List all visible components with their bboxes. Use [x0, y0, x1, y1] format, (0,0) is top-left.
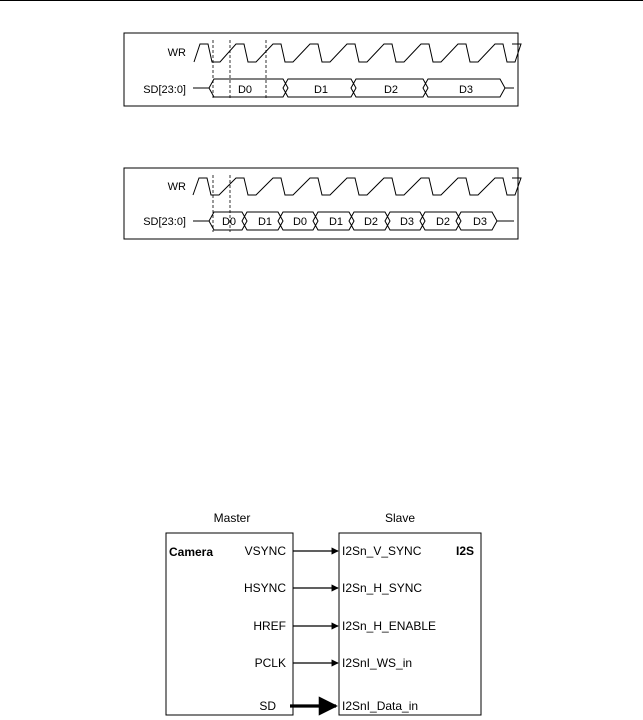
signal-arrows	[290, 551, 338, 706]
sd-bus	[193, 212, 514, 230]
wr-label: WR	[167, 181, 186, 193]
sd-label: SD[23:0]	[143, 216, 186, 228]
wr-waveform	[193, 178, 521, 195]
master-title: Master	[213, 511, 251, 525]
data-word-label: D0	[221, 216, 237, 228]
data-word-label: D0	[292, 216, 308, 228]
master-signal-label: VSYNC	[244, 544, 286, 558]
master-signal-label: HSYNC	[243, 581, 286, 595]
data-word-label: D3	[458, 84, 474, 96]
data-word-label: D1	[257, 216, 273, 228]
data-word-label: D1	[328, 216, 344, 228]
master-signal-label: HREF	[253, 619, 286, 633]
data-word-label: D3	[399, 216, 415, 228]
data-word-label: D3	[472, 216, 488, 228]
wr-label: WR	[167, 47, 186, 59]
slave-title: Slave	[384, 511, 416, 525]
data-word-label: D1	[313, 84, 329, 96]
data-word-label: D0	[237, 84, 253, 96]
wr-signal-path	[194, 44, 521, 62]
slave-signal-label: I2SnI_WS_in	[342, 656, 413, 670]
sd-label: SD[23:0]	[143, 84, 186, 96]
master-name: Camera	[169, 545, 214, 559]
master-signal-label: PCLK	[254, 656, 286, 670]
timing-diagram-1	[124, 33, 521, 106]
slave-signal-label: I2Sn_V_SYNC	[342, 544, 422, 558]
wr-signal-path	[193, 178, 521, 195]
data-word-label: D2	[383, 84, 399, 96]
slave-signal-label: I2SnI_Data_in	[342, 699, 419, 713]
data-word-label: D2	[363, 216, 379, 228]
timing-diagram-2	[124, 168, 521, 239]
timing-frame	[124, 168, 518, 239]
master-signal-label: SD	[259, 699, 276, 713]
wr-waveform	[194, 44, 521, 62]
data-word-label: D2	[435, 216, 451, 228]
slave-signal-label: I2Sn_H_ENABLE	[342, 619, 437, 633]
camera-i2s-block-diagram	[166, 511, 481, 715]
slave-name: I2S	[455, 544, 474, 558]
slave-signal-label: I2Sn_H_SYNC	[342, 581, 423, 595]
